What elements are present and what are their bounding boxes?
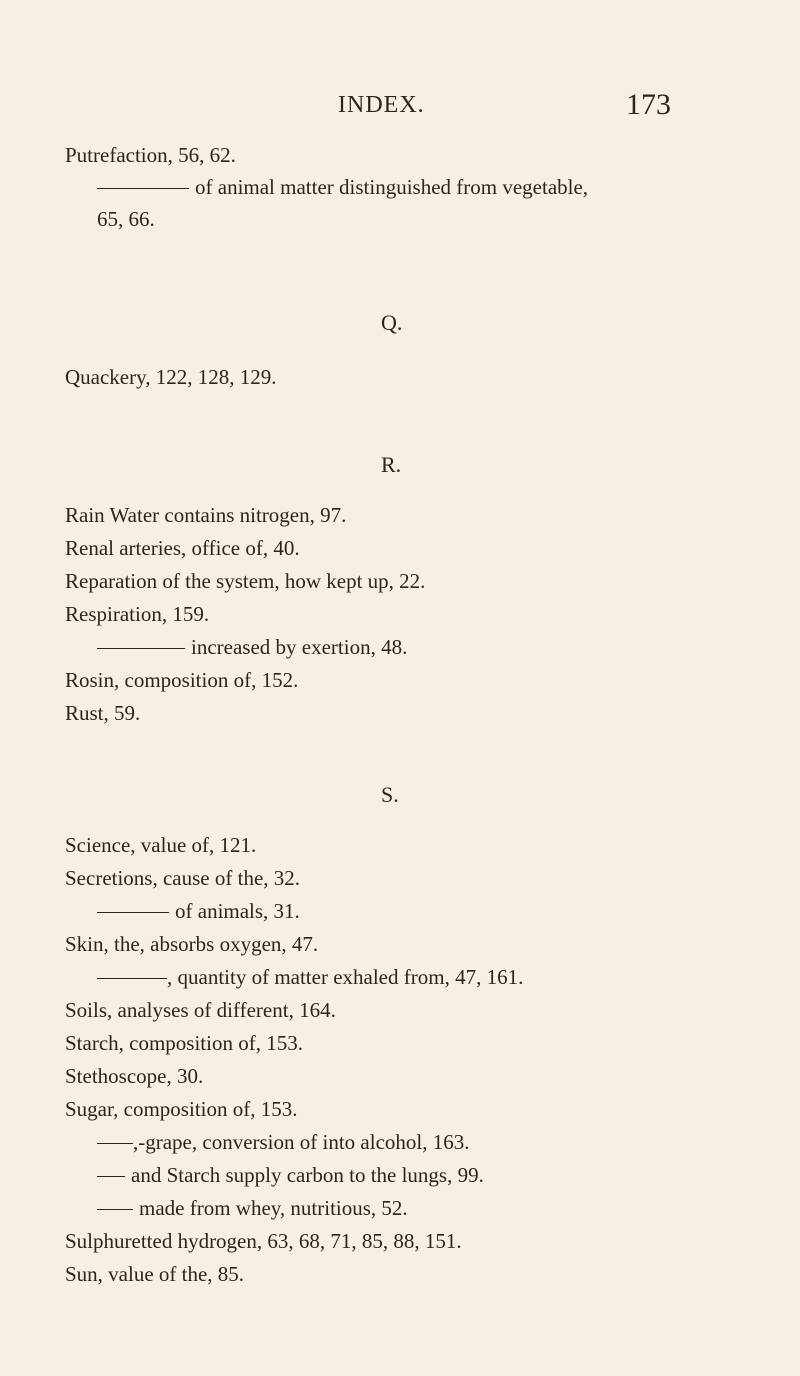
index-entry bbox=[97, 174, 588, 200]
entry-text: Stethoscope, 30. bbox=[65, 1064, 204, 1088]
entry-text: Quackery, 122, 128, 129. bbox=[65, 365, 277, 389]
index-entry bbox=[65, 1030, 303, 1056]
section-letter-q: Q. bbox=[381, 310, 403, 335]
index-entry bbox=[65, 1063, 203, 1089]
index-entry bbox=[65, 568, 425, 594]
entry-text: Science, value of, 121. bbox=[65, 833, 257, 857]
section-letter-r: R. bbox=[381, 452, 402, 477]
index-entry bbox=[97, 1129, 470, 1155]
entry-text: Starch, composition of, 153. bbox=[65, 1031, 303, 1055]
index-entry bbox=[97, 1162, 484, 1188]
ditto-dash bbox=[97, 912, 169, 913]
entry-text: Secretions, cause of the, 32. bbox=[65, 866, 301, 890]
index-entry bbox=[65, 700, 140, 726]
ditto-dash bbox=[97, 1176, 125, 1177]
entry-text: Respiration, 159. bbox=[65, 602, 210, 626]
index-entry bbox=[97, 634, 407, 660]
entry-text: Putrefaction, 56, 62. bbox=[65, 143, 236, 167]
entry-text: Rust, 59. bbox=[65, 701, 141, 725]
entry-text: Sugar, composition of, 153. bbox=[65, 1097, 298, 1121]
index-entry bbox=[97, 206, 155, 232]
index-entry bbox=[65, 364, 277, 390]
section-letter-s: S. bbox=[381, 782, 399, 807]
ditto-dash bbox=[97, 1209, 133, 1210]
entry-text: made from whey, nutritious, 52. bbox=[139, 1196, 408, 1220]
entry-text: Skin, the, absorbs oxygen, 47. bbox=[65, 932, 319, 956]
entry-text: ,-grape, conversion of into alcohol, 163. bbox=[133, 1130, 470, 1154]
entry-text: Reparation of the system, how kept up, 22. bbox=[65, 569, 426, 593]
entry-text: Rosin, composition of, 152. bbox=[65, 668, 299, 692]
index-entry bbox=[65, 142, 236, 168]
entry-text: of animals, 31. bbox=[175, 899, 300, 923]
entry-text: Rain Water contains nitrogen, 97. bbox=[65, 503, 347, 527]
entry-text: Sulphuretted hydrogen, 63, 68, 71, 85, 88, 151. bbox=[65, 1229, 462, 1253]
index-entry bbox=[65, 502, 346, 528]
entry-text: increased by exertion, 48. bbox=[191, 635, 408, 659]
entry-text: and Starch supply carbon to the lungs, 99. bbox=[131, 1163, 484, 1187]
index-entry bbox=[65, 865, 300, 891]
index-entry bbox=[65, 931, 318, 957]
index-entry bbox=[65, 601, 209, 627]
entry-text: 65, 66. bbox=[97, 207, 155, 231]
index-entry bbox=[97, 1195, 408, 1221]
ditto-dash bbox=[97, 1143, 133, 1144]
ditto-dash bbox=[97, 648, 185, 649]
index-entry bbox=[97, 898, 300, 924]
index-entry bbox=[65, 832, 256, 858]
ditto-dash bbox=[97, 978, 167, 979]
index-entry bbox=[65, 1228, 462, 1254]
page-number: 173 bbox=[626, 88, 671, 121]
entry-text: Sun, value of the, 85. bbox=[65, 1262, 245, 1286]
index-entry bbox=[65, 667, 298, 693]
entry-text: of animal matter distinguished from vegetable, bbox=[195, 175, 589, 199]
running-title: INDEX. bbox=[338, 92, 425, 118]
index-entry bbox=[65, 535, 300, 561]
index-entry bbox=[65, 997, 336, 1023]
entry-text: Renal arteries, office of, 40. bbox=[65, 536, 300, 560]
index-entry bbox=[65, 1261, 244, 1287]
ditto-dash bbox=[97, 188, 189, 189]
index-entry bbox=[97, 964, 523, 990]
index-entry bbox=[65, 1096, 297, 1122]
entry-text: , quantity of matter exhaled from, 47, 161. bbox=[167, 965, 524, 989]
entry-text: Soils, analyses of different, 164. bbox=[65, 998, 336, 1022]
